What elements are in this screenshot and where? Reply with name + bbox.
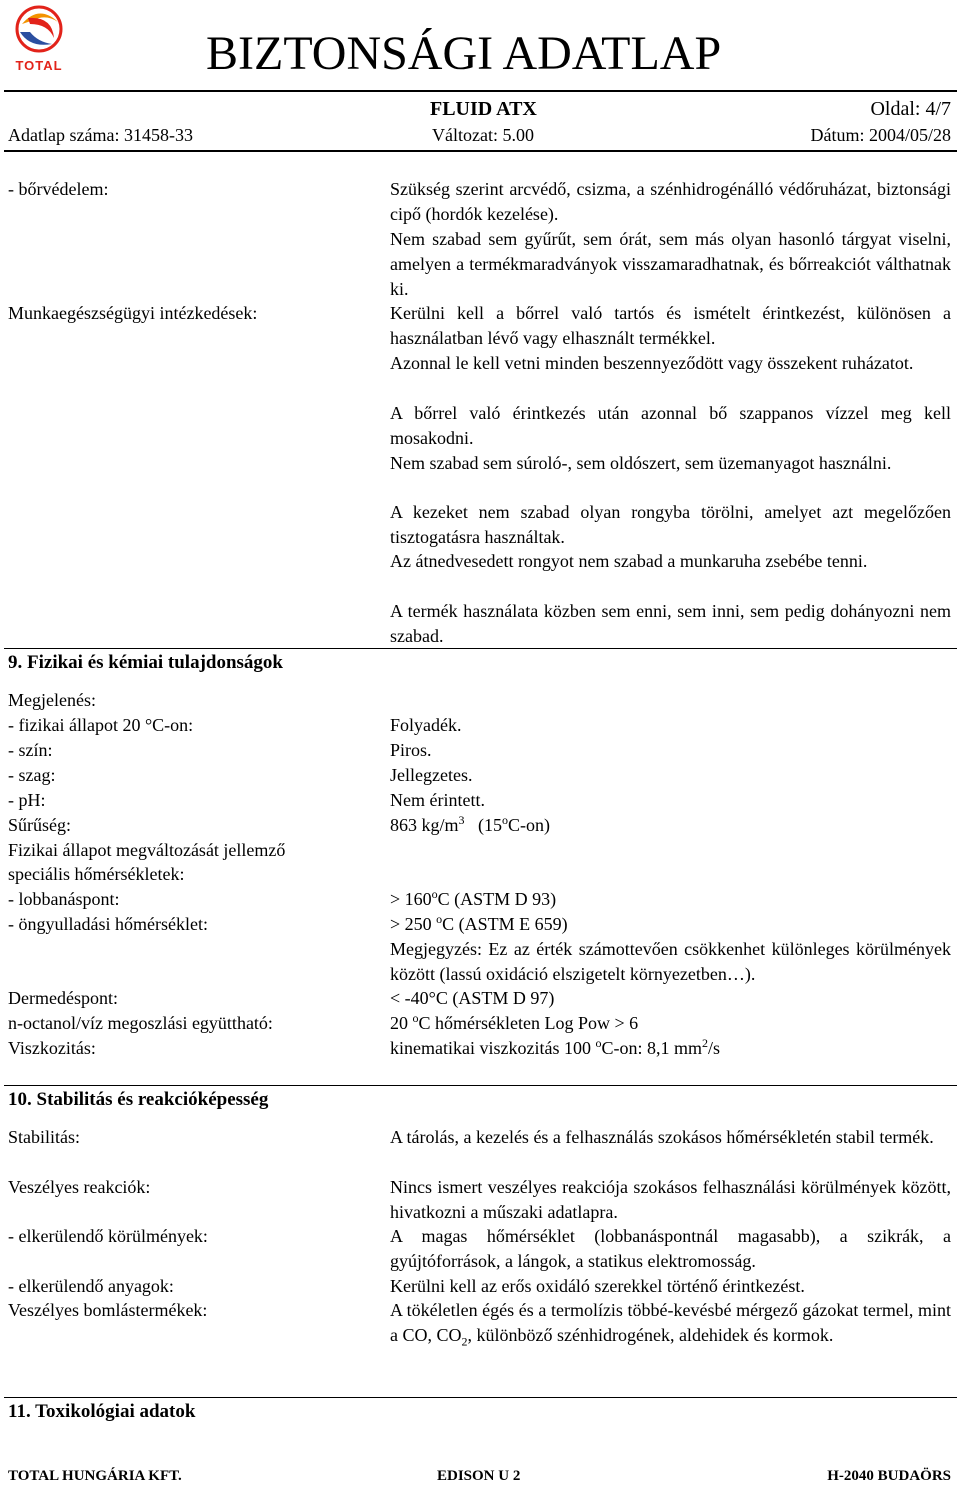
skin-protection-value: Szükség szerint arcvédő, csizma, a szénhidrogénálló védőruházat, biztonsági cipő (hordók kezelése). (390, 179, 951, 224)
footer-city: H-2040 BUDAÖRS (827, 1468, 951, 1484)
footer-address: EDISON U 2 (437, 1468, 521, 1484)
hygiene-item: Az átnedvesedett rongyot nem szabad a munkaruha zsebébe tenni. (390, 551, 868, 571)
partition-coefficient-value: 20 $^o$C hőmérsékleten Log Pow > 6 (390, 1011, 639, 1033)
appearance-label: Megjelenés: (8, 690, 96, 710)
skin-protection-value-2: Nem szabad sem gyűrűt, sem órát, sem más olyan hasonló tárgyat viselni, amelyen a termékmaradványok visszamaradhatnak, és bőrreakciót válthatnak ki. (390, 229, 951, 299)
flash-point-label: - lobbanáspont: (8, 889, 120, 909)
hygiene-item: A termék használata közben sem enni, sem inni, sem pedig dohányozni nem szabad. (390, 601, 951, 646)
autoignition-label: - öngyulladási hőmérséklet: (8, 914, 208, 934)
decomposition-products-value: A tökéletlen égés és a termolízis többé-kevésbé mérgező gázokat termel, mint a CO, $CO_2$, különböző szénhidrogének, aldehidek és kormok. (390, 1300, 951, 1349)
section-11-heading: 11. Toxikológiai adatok (8, 1401, 196, 1422)
hygiene-item: Azonnal le kell vetni minden beszennyeződött vagy összekent ruházatot. (390, 353, 914, 373)
partition-coefficient-label: n-octanol/víz megoszlási együttható: (8, 1013, 273, 1033)
flash-point-value: > $160^oC$ (ASTM D 93) (390, 887, 557, 909)
product-name: FLUID ATX (430, 98, 537, 120)
section-rule (4, 1397, 957, 1398)
materials-to-avoid-value: Kerülni kell az erős oxidáló szerekkel történő érintkezést. (390, 1276, 805, 1296)
sheet-number: Adatlap száma: 31458-33 (8, 125, 193, 145)
document-title: BIZTONSÁGI ADATLAP (206, 27, 722, 80)
header-rule (4, 90, 957, 92)
section-rule (4, 1085, 957, 1086)
temperatures-label-2: speciális hőmérsékletek: (8, 864, 185, 884)
hygiene-item: Nem szabad sem súroló-, sem oldószert, sem üzemanyagot használni. (390, 453, 892, 473)
logo-text: TOTAL (15, 58, 63, 73)
color-label: - szín: (8, 740, 53, 760)
decomposition-products-label: Veszélyes bomlástermékek: (8, 1300, 208, 1320)
density-label: Sűrűség: (8, 815, 71, 835)
temperatures-label: Fizikai állapot megváltozását jellemző (8, 840, 286, 860)
section-10-heading: 10. Stabilitás és reakcióképesség (8, 1089, 269, 1110)
date: Dátum: 2004/05/28 (810, 125, 951, 145)
stability-label: Stabilitás: (8, 1127, 80, 1147)
pour-point-value: < -40°C (ASTM D 97) (390, 988, 555, 1008)
page-number: Oldal: 4/7 (870, 98, 951, 120)
materials-to-avoid-label: - elkerülendő anyagok: (8, 1276, 174, 1296)
header-rule-2 (4, 150, 957, 152)
hygiene-item: Kerülni kell a bőrrel való tartós és ismételt érintkezést, különösen a használatban lévő vagy elhasznált termékkel. (390, 303, 951, 348)
autoignition-note: Megjegyzés: Ez az érték számottevően csökkenhet különleges körülmények között (lassú oxidáció elszigetelt környezetben…). (390, 939, 951, 984)
odor-label: - szag: (8, 765, 56, 785)
pour-point-label: Dermedéspont: (8, 988, 118, 1008)
physical-state-label: - fizikai állapot 20 °C-on: (8, 715, 194, 735)
stability-value: A tárolás, a kezelés és a felhasználás szokásos hőmérsékletén stabil termék. (390, 1127, 934, 1147)
skin-protection-label: - bőrvédelem: (8, 179, 109, 199)
section-9-heading: 9. Fizikai és kémiai tulajdonságok (8, 652, 283, 673)
footer-company: TOTAL HUNGÁRIA KFT. (8, 1468, 182, 1484)
ph-label: - pH: (8, 790, 46, 810)
viscosity-value: kinematikai viszkozitás 100 $^o$C-on: 8,1 $mm^2/s$ (390, 1036, 720, 1058)
density-value: 863 $kg/m^3$ (15$^o$C-on) (390, 813, 551, 835)
ph-value: Nem érintett. (390, 790, 485, 810)
hygiene-label: Munkaegészségügyi intézkedések: (8, 303, 258, 323)
total-logo (8, 2, 70, 74)
physical-state-value: Folyadék. (390, 715, 462, 735)
total-logo-icon (8, 2, 70, 58)
conditions-to-avoid-value: A magas hőmérséklet (lobbanáspontnál magasabb), a szikrák, a gyújtóforrások, a lángok, a statikus elektromosság. (390, 1226, 951, 1271)
version: Változat: 5.00 (432, 125, 534, 145)
hazardous-reactions-label: Veszélyes reakciók: (8, 1177, 151, 1197)
viscosity-label: Viszkozitás: (8, 1038, 96, 1058)
autoignition-value: > 250 $^o$C (ASTM E 659) (390, 912, 568, 934)
color-value: Piros. (390, 740, 432, 760)
hazardous-reactions-value: Nincs ismert veszélyes reakciója szokásos felhasználási körülmények között, hivatkozni a műszaki adatlapra. (390, 1177, 951, 1222)
section-rule (4, 648, 957, 649)
hygiene-item: A bőrrel való érintkezés után azonnal bő szappanos vízzel meg kell mosakodni. (390, 403, 951, 448)
odor-value: Jellegzetes. (390, 765, 473, 785)
hygiene-item: A kezeket nem szabad olyan rongyba törölni, amelyet azt megelőzően tisztogatásra használtak. (390, 502, 951, 547)
conditions-to-avoid-label: - elkerülendő körülmények: (8, 1226, 208, 1246)
